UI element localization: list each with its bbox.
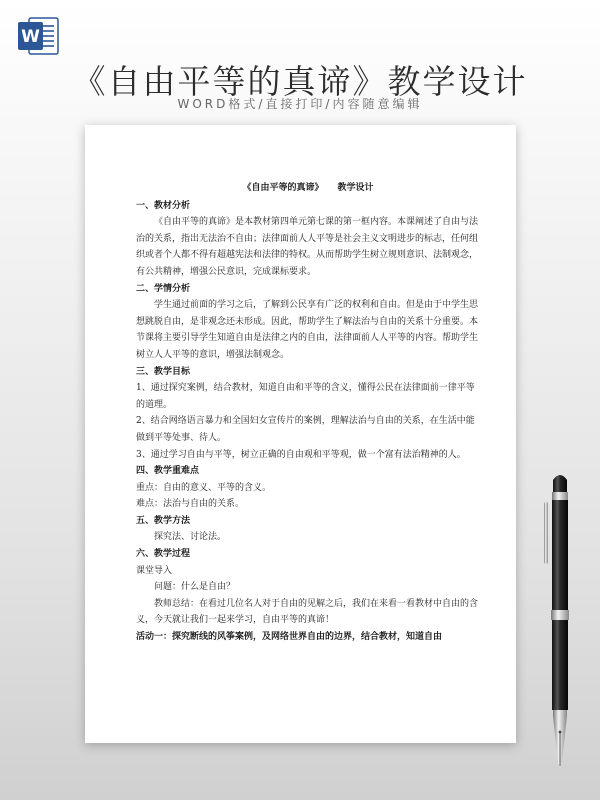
teacher-summary-text: 教师总结：在看过几位名人对于自由的见解之后，我们在来看一看教材中自由的含义，今天就让我们一起来学习，自由平等的真谛！	[136, 598, 479, 626]
section-heading-methods: 五、教学方法	[136, 515, 191, 526]
activity-one-text: 活动一：探究断线的风筝案例，及网络世界自由的边界，结合教材，知道自由	[136, 632, 443, 643]
class-intro-label: 课堂导入	[136, 565, 173, 576]
methods-text: 探究法、讨论法。	[154, 532, 227, 543]
section-heading-textbook-analysis: 一、教材分析	[136, 200, 191, 211]
pen-icon	[536, 470, 584, 770]
doc-title	[136, 180, 480, 197]
objective-item-3: 3、通过学习自由与平等，树立正确的自由观和平等观，做一个富有法治精神的人。	[136, 449, 466, 460]
section-heading-student-analysis: 二、学情分析	[136, 283, 191, 294]
word-icon	[16, 14, 60, 58]
doc-title-sub: 教学设计	[337, 183, 374, 193]
objective-item-1: 1、通过探究案例，结合教材，知道自由和平等的含义，懂得公民在法律面前一律平等的道理。	[136, 383, 475, 410]
page-subtitle: WORD格式/直接打印/内容随意编辑	[177, 97, 423, 111]
question-text: 问题：什么是自由？	[154, 582, 236, 593]
page-title: 《自由平等的真谛》教学设计	[72, 62, 528, 101]
section-heading-process: 六、教学过程	[136, 549, 191, 560]
section-heading-key-points: 四、教学重难点	[136, 466, 200, 477]
paragraph-student-analysis: 学生通过前面的学习之后，了解到公民享有广泛的权利和自由。但是由于中学生思想跳脱自由，是非观念还未形成。因此，帮助学生了解法治与自由的关系十分重要。本节课将主要引导学生知道自由是法律之内的自由，法律面前人人平等的内容。帮助学生树立人人平等的意识，增强法制观念。	[136, 300, 479, 360]
difficult-point-text: 难点：法治与自由的关系。	[136, 499, 245, 510]
document-page	[85, 125, 516, 743]
doc-title-main: 《自由平等的真谛》	[242, 183, 324, 193]
word-icon-letter: W	[21, 27, 40, 47]
section-heading-objectives: 三、教学目标	[136, 366, 191, 377]
key-point-text: 重点：自由的意义、平等的含义。	[136, 482, 272, 493]
objective-item-2: 2、结合网络语言暴力和全国妇女宣传片的案例，理解法治与自由的关系，在生活中能做到平等处事、待人。	[136, 416, 475, 443]
paragraph-textbook-analysis: 《自由平等的真谛》是本教材第四单元第七课的第一框内容。本课阐述了自由与法治的关系，指出无法治不自由；法律面前人人平等是社会主义文明进步的标志，任何组织或者个人都不得有超越宪法和法律的特权。从而帮助学生树立规则意识、法制观念，有公共精神，增强公民意识，完成课标要求。	[136, 217, 479, 277]
